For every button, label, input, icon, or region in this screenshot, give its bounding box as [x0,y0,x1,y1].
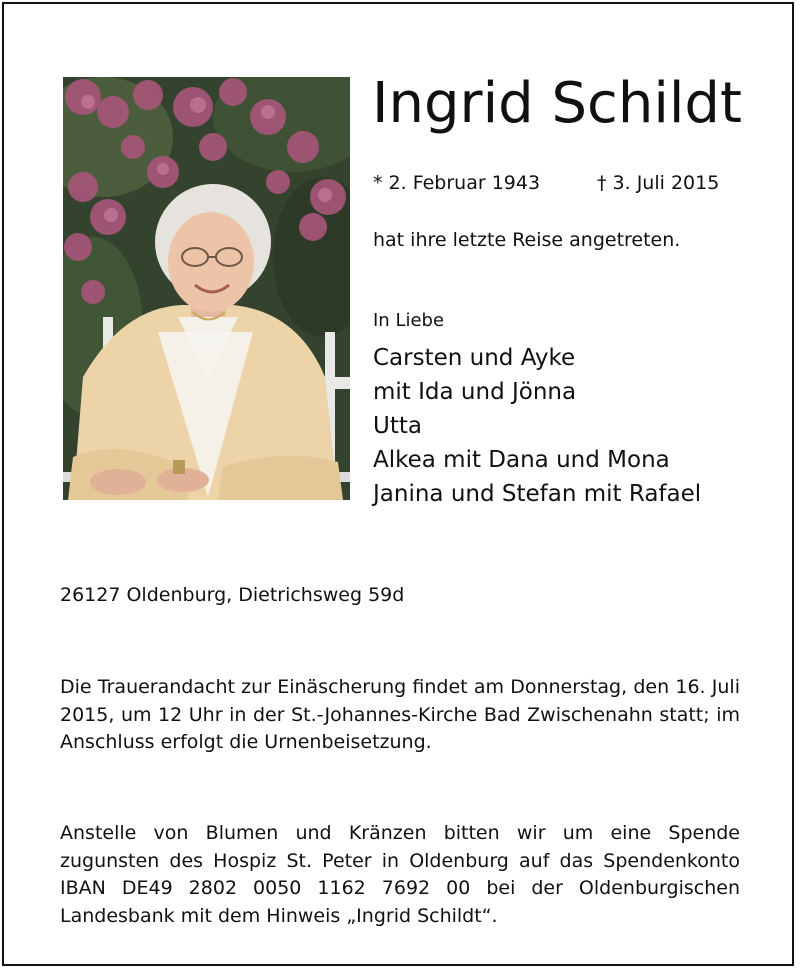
donation-paragraph: Anstelle von Blumen und Kränzen bitten wir um eine Spende zugunsten des Hospiz St. Peter in Oldenburg auf das Spendenkonto IBAN DE49 2802 0050 1162 7692 00 bei der Oldenburgischen Landesbank mit dem Hinweis „Ingrid Schildt“. [60,822,740,927]
mourner-line: mit Ida und Jönna [373,379,577,405]
mourners-list [373,341,701,511]
birth-date: * 2. Februar 1943 [373,172,541,194]
mourner-line: Alkea mit Dana und Mona [373,447,670,473]
portrait-photo [63,77,350,500]
mourner-line: Carsten und Ayke [373,345,576,371]
family-address: 26127 Oldenburg, Dietrichsweg 59d [60,584,405,606]
service-paragraph: Die Trauerandacht zur Einäscherung findet am Donnerstag, den 16. Juli 2015, um 12 Uhr in der St.-Johannes-Kirche Bad Zwischenahn statt; im Anschluss erfolgt die Urnenbeisetzung. [60,676,740,753]
mourner-line: Janina und Stefan mit Rafael [373,481,702,507]
announcement-text: hat ihre letzte Reise angetreten. [373,229,681,251]
mourner-line: Utta [373,413,422,439]
deceased-name: Ingrid Schildt [372,71,742,136]
death-date: † 3. Juli 2015 [597,172,720,194]
in-love-label: In Liebe [373,310,445,331]
life-dates [373,171,720,195]
